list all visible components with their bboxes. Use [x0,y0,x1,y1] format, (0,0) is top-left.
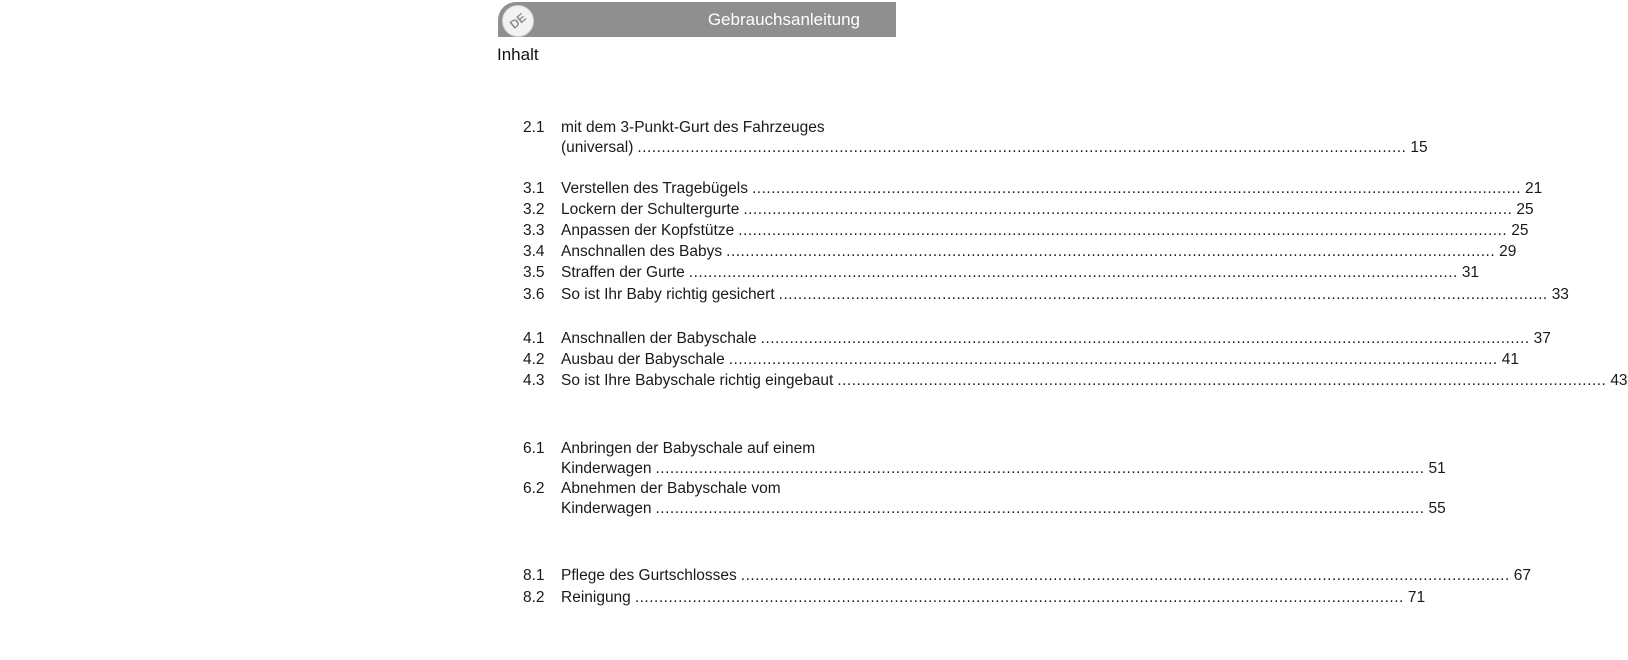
toc-entry-line [561,178,1543,200]
toc-entry-page: 43 [1610,372,1628,389]
toc-entry-line [561,498,1446,520]
toc-entry [523,117,1428,161]
toc-entry [523,178,1543,200]
toc-entry-number: 8.2 [523,589,545,606]
toc-entry-page: 31 [1461,264,1480,281]
toc-entry-title: Anschnallen der Babyschale [561,330,757,347]
toc-entry-line [561,137,1428,159]
toc-entry-number: 6.1 [523,440,545,457]
toc-entry-title: Kinderwagen [561,500,652,517]
toc-entry-title: So ist Ihr Baby richtig gesichert [561,286,775,303]
contents-heading: Inhalt [497,45,539,64]
toc-entry-number: 3.5 [523,264,545,281]
toc-entry-page: 67 [1513,567,1532,584]
dot-leader: ................................................................................................................................................................ [637,139,1407,156]
toc-entry-title: Anschnallen des Babys [561,243,723,260]
toc-entry-title: Straffen der Gurte [561,264,685,281]
dot-leader: ................................................................................................................................................................ [751,180,1522,197]
toc-entry [523,438,1446,482]
toc-entry-number: 4.2 [523,351,545,368]
toc-entry-line [561,370,1628,392]
dot-leader: ................................................................................................................................................................ [655,500,1425,517]
toc-entry-title: Anpassen der Kopfstütze [561,222,735,239]
toc-entry-number: 3.3 [523,222,545,239]
toc-entry [523,370,1628,392]
toc-entry [523,199,1534,221]
toc-entry-title-line: Abnehmen der Babyschale vom [561,480,781,497]
toc-entry-line [561,284,1569,306]
dot-leader: ................................................................................................................................................................ [837,372,1607,389]
toc-entry-page: 25 [1516,201,1534,218]
toc-entry-title: Kinderwagen [561,460,652,477]
toc-entry-page: 29 [1499,243,1517,260]
toc-entry [523,328,1551,350]
toc-entry [523,349,1519,371]
toc-entry-number: 2.1 [523,119,545,136]
toc-entry-title: (universal) [561,139,634,156]
toc-entry-number: 6.2 [523,480,545,497]
toc-entry-page: 41 [1501,351,1519,368]
dot-leader: ................................................................................................................................................................ [688,264,1458,281]
toc-entry-page: 71 [1407,589,1426,606]
toc-entry-page: 25 [1511,222,1529,239]
dot-leader: ................................................................................................................................................................ [634,589,1404,606]
toc-entry [523,220,1529,242]
toc-entry-title: Reinigung [561,589,631,606]
toc-entry-page: 21 [1525,180,1543,197]
dot-leader: ................................................................................................................................................................ [726,243,1496,260]
toc-entry-title: So ist Ihre Babyschale richtig eingebaut [561,372,834,389]
toc-entry-number: 4.3 [523,372,545,389]
toc-entry-title: Lockern der Schultergurte [561,201,740,218]
toc-entry-line [561,458,1446,480]
toc-entry-page: 51 [1428,460,1446,477]
toc-entry [523,587,1426,609]
toc-entry-page: 55 [1428,500,1446,517]
toc-entry [523,284,1569,306]
language-badge-label: DE [507,10,529,32]
toc-entry-number: 8.1 [523,567,545,584]
toc-entry-number: 3.6 [523,286,545,303]
toc-entry-page: 37 [1533,330,1551,347]
toc-entry-line [561,241,1517,263]
toc-entry-number: 3.4 [523,243,545,260]
dot-leader: ................................................................................................................................................................ [778,286,1548,303]
toc-entry-title-line: mit dem 3-Punkt-Gurt des Fahrzeuges [561,119,825,136]
dot-leader: ................................................................................................................................................................ [738,222,1508,239]
dot-leader: ................................................................................................................................................................ [728,351,1498,368]
toc-entry-page: 15 [1410,139,1428,156]
toc-entry-line [561,199,1534,221]
toc-entry [523,478,1446,522]
toc-entry-line [561,349,1519,371]
dot-leader: ................................................................................................................................................................ [743,201,1513,218]
header-title: Gebrauchsanleitung [707,10,860,29]
dot-leader: ................................................................................................................................................................ [760,330,1530,347]
toc-entry [523,262,1480,284]
toc-entry-line [561,565,1532,587]
toc-entry-line [561,220,1529,242]
dot-leader: ................................................................................................................................................................ [655,460,1425,477]
toc-entry-line [561,328,1551,350]
language-badge [502,5,534,37]
toc-entry-line [561,262,1480,284]
toc-entry-number: 3.2 [523,201,545,218]
toc-entry [523,241,1517,263]
dot-leader: ................................................................................................................................................................ [740,567,1510,584]
toc-entry-number: 3.1 [523,180,545,197]
toc-entry-title: Ausbau der Babyschale [561,351,725,368]
toc-entry-title: Pflege des Gurtschlosses [561,567,737,584]
toc-entry-title-line: Anbringen der Babyschale auf einem [561,440,816,457]
toc-entry-number: 4.1 [523,330,545,347]
toc-entry-page: 33 [1551,286,1569,303]
toc-entry-line [561,587,1426,609]
toc-entry-title: Verstellen des Tragebügels [561,180,748,197]
toc-entry [523,565,1532,587]
header-bar [498,2,896,37]
